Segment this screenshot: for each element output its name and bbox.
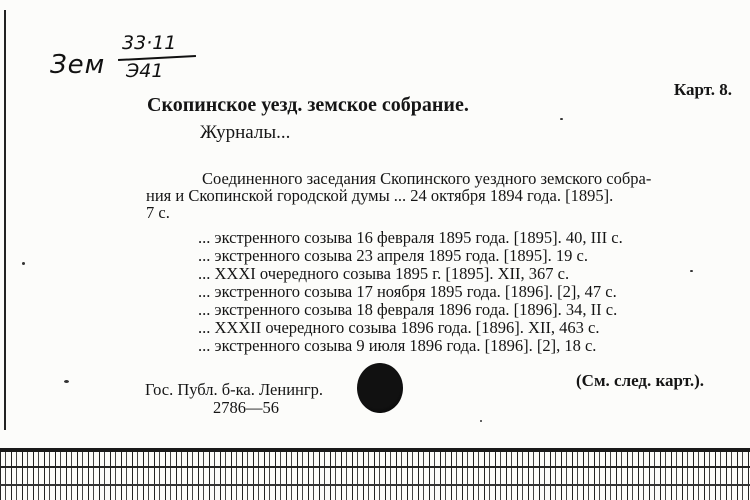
library-attribution xyxy=(145,381,323,417)
card-subheading: Журналы... xyxy=(200,122,291,143)
card-heading: Скопинское уезд. земское собрание. xyxy=(147,94,469,116)
sub-entry: ... экстренного созыва 17 ноября 1895 года. [1896]. [2], 47 с. xyxy=(198,282,617,301)
continued-note: (См. след. карт.). xyxy=(576,371,705,390)
sub-entry: ... экстренного созыва 9 июля 1896 года. [1896]. [2], 18 с. xyxy=(198,336,597,355)
ink-speck xyxy=(560,118,563,120)
handwritten-numerator: 33·11 xyxy=(122,32,177,54)
sub-entry: ... экстренного созыва 18 февраля 1896 года. [1896]. 34, II с. xyxy=(198,300,618,319)
sub-entry: ... экстренного созыва 16 февраля 1895 года. [1895]. 40, III с. xyxy=(198,228,623,247)
sub-entry: ... XXXII очередного созыва 1896 года. [1896]. XII, 463 с. xyxy=(198,318,600,337)
ink-speck xyxy=(64,380,69,383)
sub-entry: ... экстренного созыва 23 апреля 1895 года. [1895]. 19 с. xyxy=(198,246,588,265)
handwritten-denominator: Э41 xyxy=(126,60,164,82)
card-bottom-rule xyxy=(0,466,750,468)
library-name: Гос. Публ. б-ка. Ленингр. xyxy=(145,380,324,399)
card-bottom-scan-band xyxy=(0,452,750,500)
ink-speck xyxy=(480,420,482,422)
inventory-number: 2786—56 xyxy=(213,398,279,417)
sub-entry-list xyxy=(198,229,623,355)
ink-speck xyxy=(690,270,693,272)
sub-entry: ... XXXI очередного созыва 1895 г. [1895]. XII, 367 с. xyxy=(198,264,570,283)
card-bottom-rule xyxy=(0,484,750,486)
handwritten-prefix: Зем xyxy=(50,50,106,80)
card-number: Карт. 8. xyxy=(673,80,732,99)
main-entry-line: ния и Скопинской городской думы ... 24 октября 1894 года. [1895]. xyxy=(146,186,614,205)
card-left-edge xyxy=(4,10,6,430)
main-entry xyxy=(146,170,736,221)
main-entry-line: 7 с. xyxy=(146,203,170,222)
main-entry-line: Соединенного заседания Скопинского уездного земского собра- xyxy=(202,169,652,188)
ink-stamp-blot xyxy=(357,363,403,413)
ink-speck xyxy=(22,262,25,265)
